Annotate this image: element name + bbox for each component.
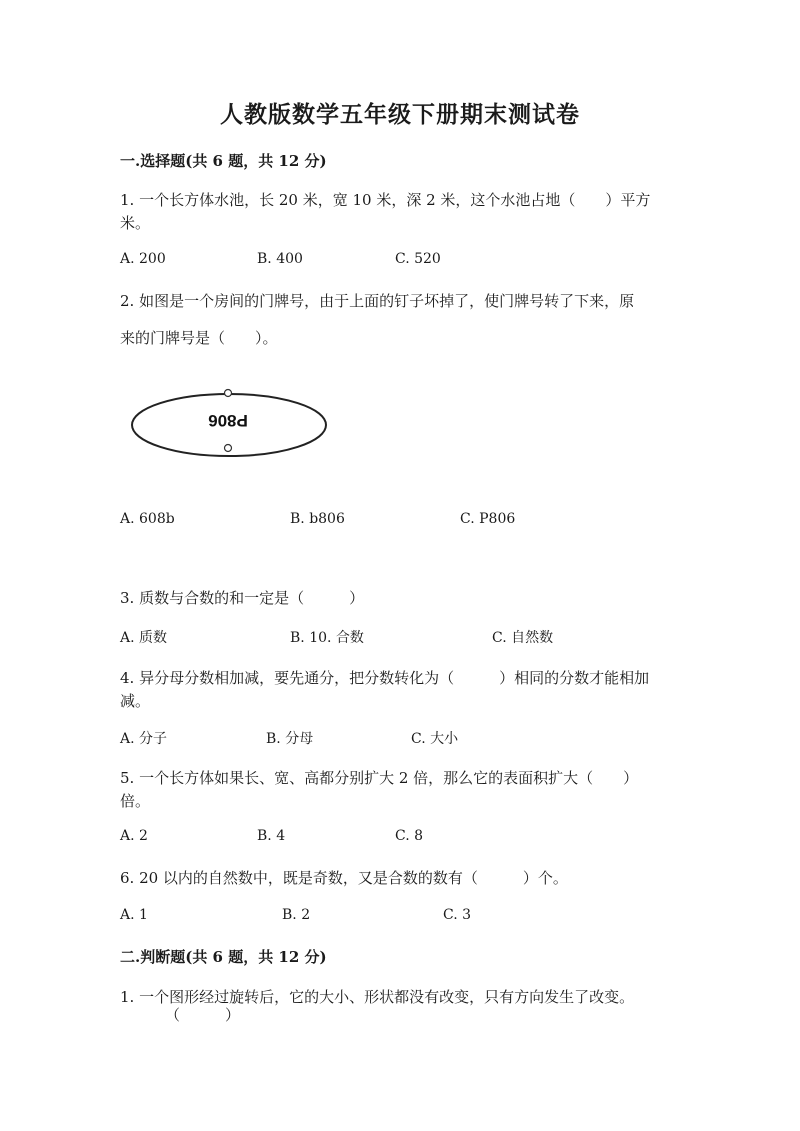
question-1-text: 1. 一个长方体水池，长 20 米，宽 10 米，深 2 米，这个水池占地（ ）平方 <box>120 191 651 209</box>
question-1-option-a: A. 200 <box>120 251 166 267</box>
nail-hole-bottom <box>225 445 232 452</box>
question-4-option-a: A. 分子 <box>120 731 168 747</box>
question-6-text: 6. 20 以内的自然数中，既是奇数，又是合数的数有（ ）个。 <box>120 869 568 887</box>
question-4-option-b: B. 分母 <box>266 731 314 747</box>
section-heading-choice: 一.选择题(共 6 题，共 12 分) <box>120 152 327 170</box>
question-2-text-cont: 来的门牌号是（ ）。 <box>120 329 278 347</box>
question-1-text-cont: 米。 <box>120 214 151 232</box>
question-3-option-c: C. 自然数 <box>492 630 554 646</box>
question-3-text: 3. 质数与合数的和一定是（ ） <box>120 589 365 607</box>
question-4-text: 4. 异分母分数相加减，要先通分，把分数转化为（ ）相同的分数才能相加 <box>120 669 650 687</box>
question-6-option-c: C. 3 <box>443 907 472 923</box>
nail-hole-top <box>225 390 232 397</box>
judge-1-text: 1. 一个图形经过旋转后，它的大小、形状都没有改变，只有方向发生了改变。 <box>120 988 635 1006</box>
question-5-option-c: C. 8 <box>395 828 424 844</box>
question-3-option-b: B. 10. 合数 <box>290 630 364 646</box>
question-2-text: 2. 如图是一个房间的门牌号，由于上面的钉子坏掉了，使门牌号转了下来，原 <box>120 292 635 310</box>
page-title: 人教版数学五年级下册期末测试卷 <box>220 101 580 128</box>
question-4-text-cont: 减。 <box>120 692 151 710</box>
question-6-option-a: A. 1 <box>120 907 148 923</box>
question-2-option-b: B. b806 <box>290 511 345 527</box>
question-3-option-a: A. 质数 <box>120 630 168 646</box>
question-5-text-cont: 倍。 <box>120 792 151 810</box>
door-plate-number: P806 <box>208 411 248 430</box>
section-heading-judge: 二.判断题(共 6 题，共 12 分) <box>120 948 327 966</box>
door-plate-figure <box>130 383 332 459</box>
question-6-option-b: B. 2 <box>282 907 311 923</box>
question-1-option-c: C. 520 <box>395 251 441 267</box>
question-2-option-a: A. 608b <box>120 511 175 527</box>
question-5-text: 5. 一个长方体如果长、宽、高都分别扩大 2 倍，那么它的表面积扩大（ ） <box>120 769 639 787</box>
judge-1-answer-bracket: （ ） <box>165 1006 241 1024</box>
question-5-option-a: A. 2 <box>120 828 148 844</box>
question-1-option-b: B. 400 <box>257 251 303 267</box>
question-4-option-c: C. 大小 <box>411 731 459 747</box>
question-5-option-b: B. 4 <box>257 828 286 844</box>
question-2-option-c: C. P806 <box>460 511 516 527</box>
